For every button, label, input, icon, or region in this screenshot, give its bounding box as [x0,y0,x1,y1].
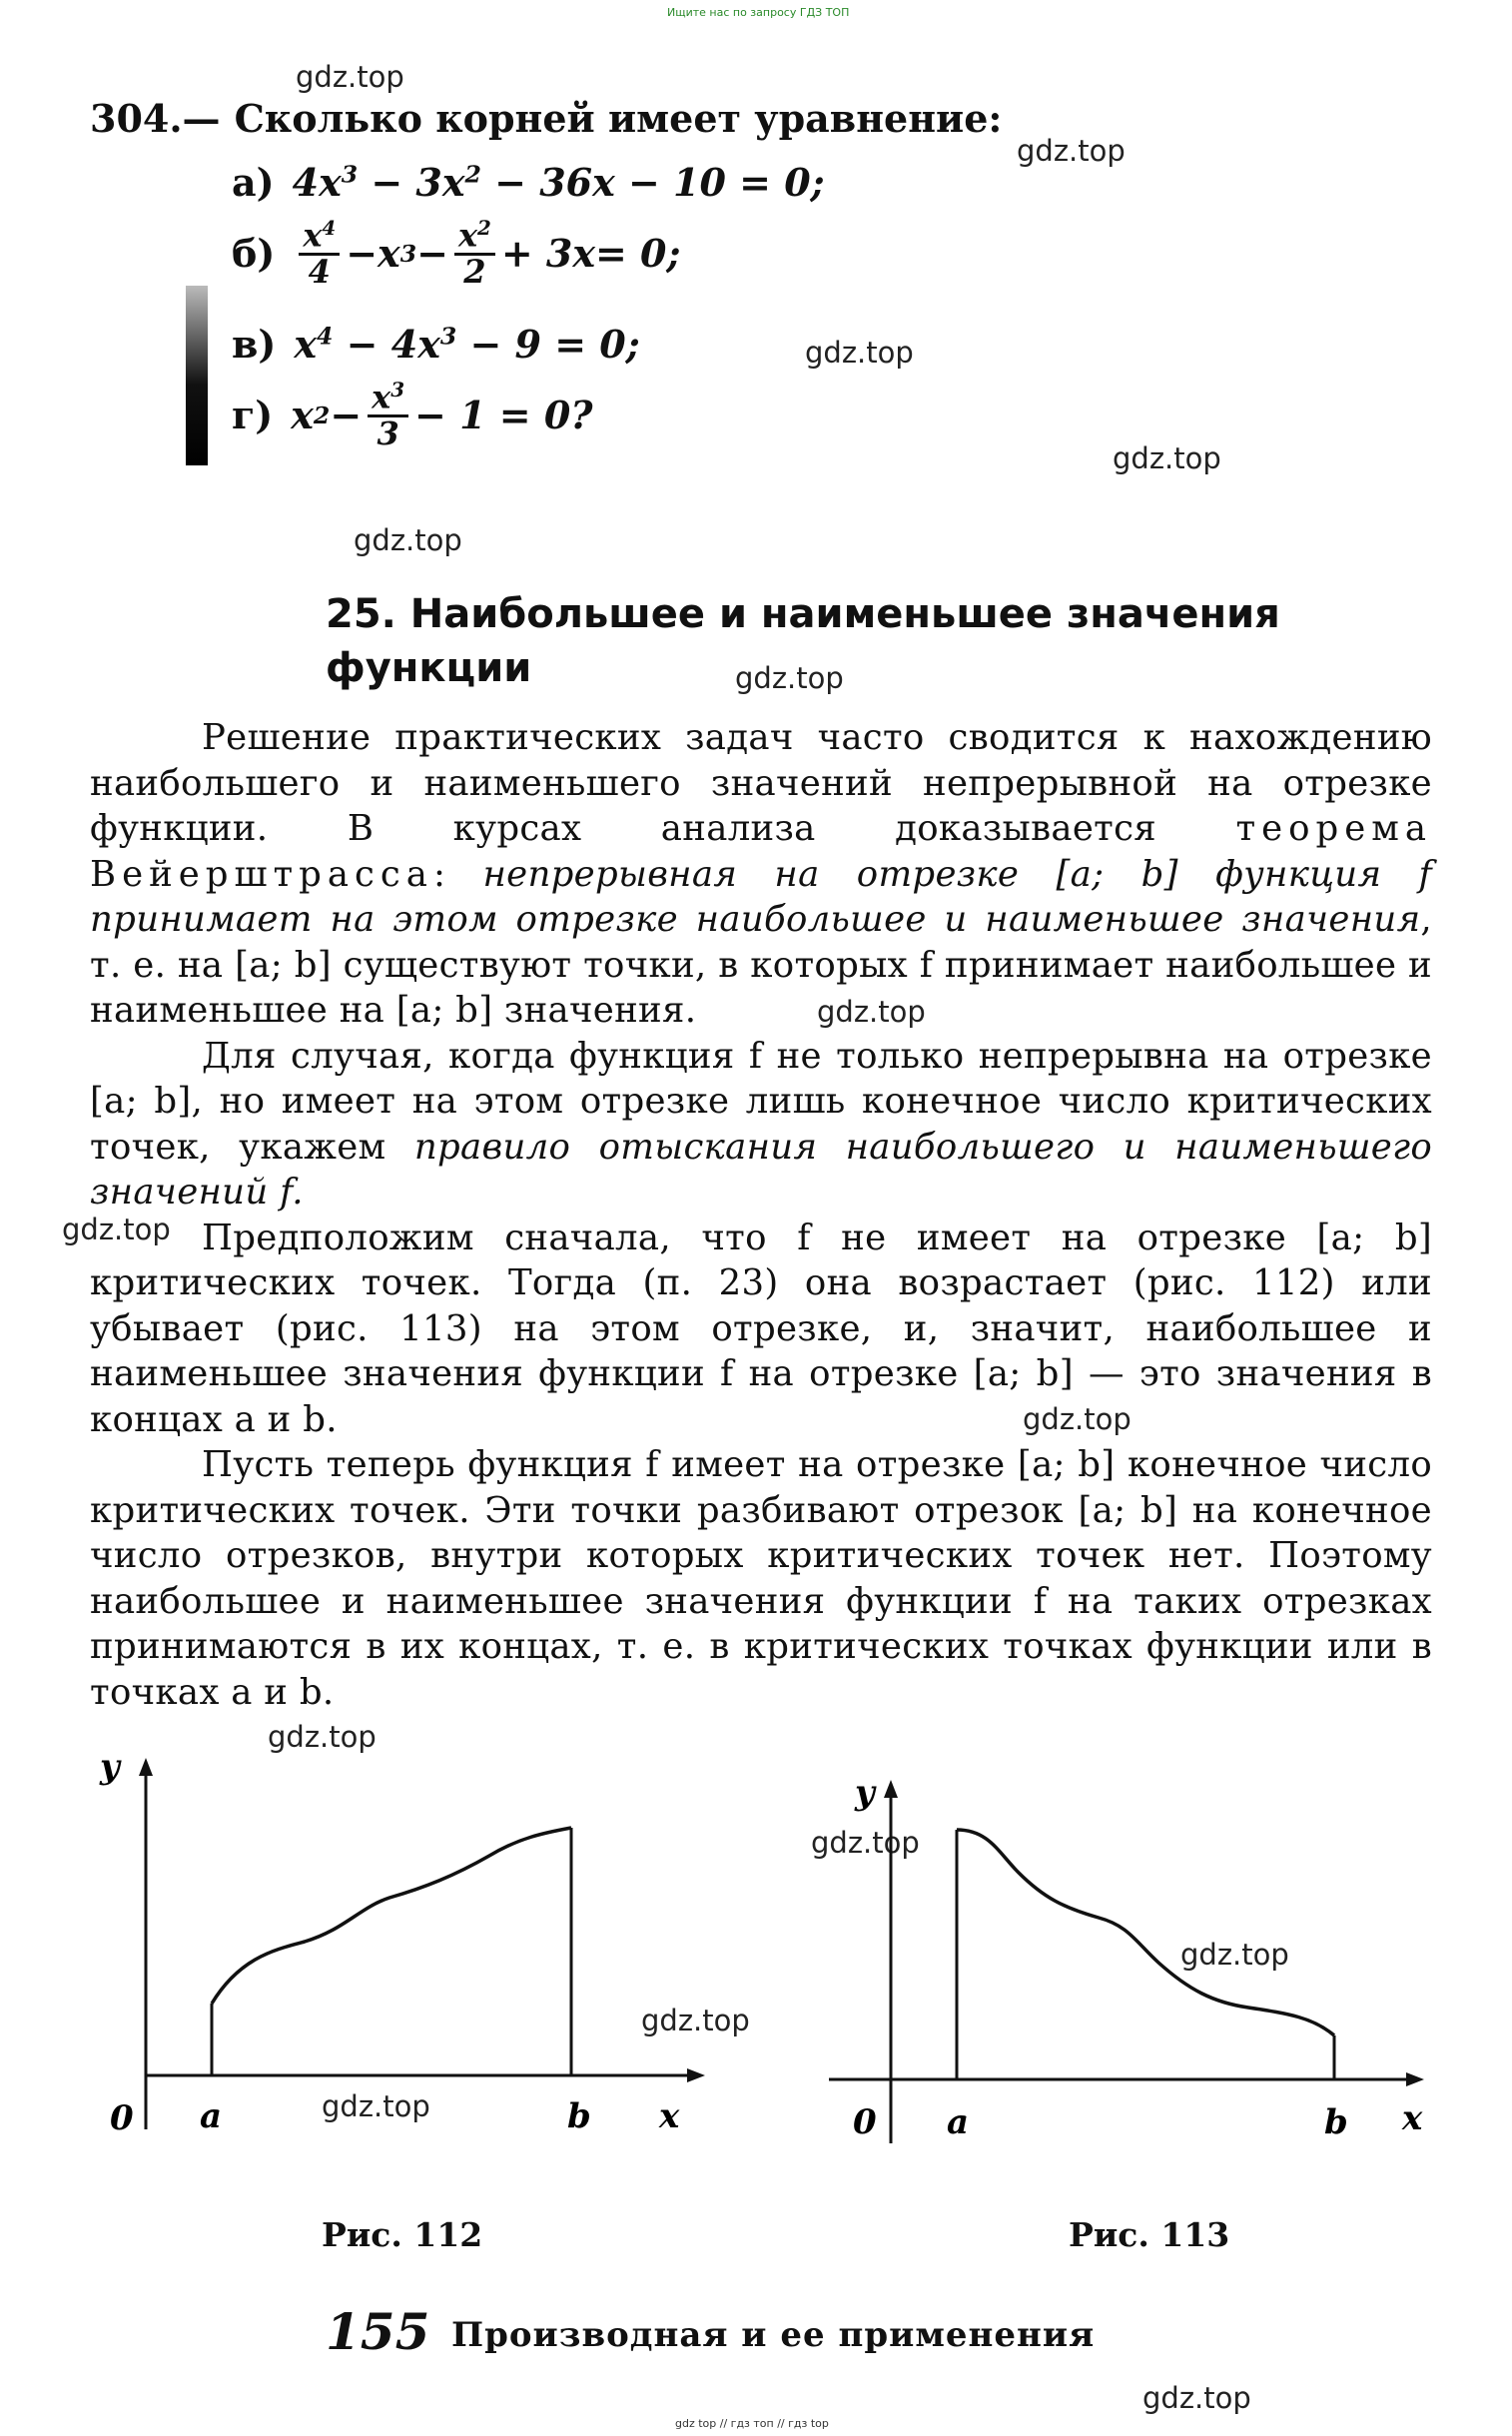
equation-text: x 2 − $\frac{x^3}{3}$ − 1 = 0? [291,378,593,453]
watermark: gdz.top [1017,134,1126,168]
watermark: gdz.top [268,1720,377,1754]
figure-112-caption: Рис. 112 [322,2215,483,2254]
text-run: Предположим сначала, что f не имеет на отрезке [a; b] критических точек. Тогда (п. 23) она возрастает (рис. 112) или убывает (рис. 113) на этом отрезке, и, значит, наибольшее и наименьшее значения функции f на отрезке [a; b] — это значения в концах a и b. [90,1217,1432,1440]
figure-112-graph [90,1758,709,2197]
section-title-line2: функции [326,645,532,691]
text-run: : [432,853,483,895]
item-label: г) [232,393,274,438]
equation-b [232,218,681,290]
equation-text: $\frac{x^4}{4}$ − x 3 − $\frac{x^2}{2}$ + 3 x = 0; [293,218,680,290]
b-label: b [1324,2102,1348,2142]
equation-a [232,160,825,205]
y-axis-label: y [100,1758,120,1787]
watermark: gdz.top [817,995,926,1029]
a-label: a [947,2102,970,2142]
problem-question: Сколько корней имеет уравнение: [234,96,1003,141]
figure-113-caption: Рис. 113 [1069,2215,1230,2254]
problem-heading [90,96,1002,141]
running-head: Производная и ее применения [451,2315,1096,2355]
equation-text: $4x^3 - 3x^2 - 36x - 10 = 0$; [292,160,825,205]
watermark: gdz.top [811,1826,920,1860]
figure-113 [819,1778,1438,2201]
y-axis-label: y [855,1778,875,1813]
page-number: 155 [326,2302,430,2361]
text-run: Решение практических задач часто сводится к нахождению наибольшего и наименьшего значений непрерывной на отрезке функции. В курсах анализа доказывается [90,717,1432,849]
equation-c [232,322,640,367]
problem-number: 304.— [90,96,221,141]
watermark: gdz.top [805,336,914,370]
x-axis-arrow [687,2068,705,2082]
decreasing-curve [957,1830,1334,2035]
watermark: gdz.top [322,2089,430,2123]
watermark: gdz.top [1023,1402,1132,1436]
y-axis-arrow [139,1758,153,1776]
paragraph [90,1216,1432,1443]
origin-label: 0 [853,2102,877,2142]
watermark: gdz.top [1180,1938,1289,1972]
increasing-curve [212,1828,571,2004]
paragraph [90,1034,1432,1216]
y-axis-arrow [884,1780,898,1798]
body-text [90,715,1432,1715]
text-run: , т. е. на [a; b] существуют точки, в которых f принимает наибольшее и наименьшее на [a; b] значения. [90,899,1432,1031]
theorem-statement: непрерывная на отрезке [a; b] функция f принимает на этом отрезке наибольшее и наименьшее значения [90,853,1432,940]
rule-name: правило отыскания наибольшего и наименьшего значений f. [90,1126,1432,1213]
equation-text: $x^4 - 4x^3 - 9 = 0$; [294,322,640,367]
section-number: 25. [326,591,396,637]
figure-112 [90,1758,709,2201]
paragraph [90,715,1432,1034]
x-axis-label: x [659,2096,680,2136]
b-label: b [567,2096,591,2136]
text-run: Для случая, когда функция f не только непрерывна на отрезке [a; b], но имеет на этом отрезке лишь конечное число критических точек, укажем [90,1035,1432,1168]
item-label: а) [232,160,275,205]
item-label: б) [232,231,276,277]
watermark: gdz.top [641,2004,750,2037]
figure-113-graph [819,1778,1438,2197]
watermark: gdz.top [735,661,844,695]
text-run: Пусть теперь функция f имеет на отрезке [a; b] конечное число критических точек. Эти точки разбивают отрезок [a; b] на конечное число отрезков, внутри которых критических точек нет. Поэтому наибольшее и наименьшее значения функции f на таких отрезках принимаются в их концах, т. е. в критических точках функции или в точках a и b. [90,1444,1432,1713]
margin-marker [186,286,208,465]
x-axis-arrow [1406,2072,1424,2086]
watermark: gdz.top [1113,441,1221,475]
a-label: a [200,2096,223,2136]
section-title [326,587,1280,695]
watermark: gdz.top [1142,2381,1251,2415]
watermark: gdz.top [296,60,404,94]
x-axis-label: x [1402,2098,1423,2138]
item-label: в) [232,322,277,367]
theorem-name: теорема Вейерштрасса [90,808,1432,895]
watermark: gdz.top [354,523,462,557]
footer-links: gdz top // гдз топ // гдз top [675,2417,829,2430]
equation-d [232,380,593,451]
section-title-line1: Наибольшее и наименьшее значения [409,591,1280,637]
top-banner: Ищите нас по запросу ГДЗ ТОП [667,6,850,19]
paragraph [90,1442,1432,1715]
origin-label: 0 [110,2098,134,2138]
watermark: gdz.top [62,1213,171,1246]
